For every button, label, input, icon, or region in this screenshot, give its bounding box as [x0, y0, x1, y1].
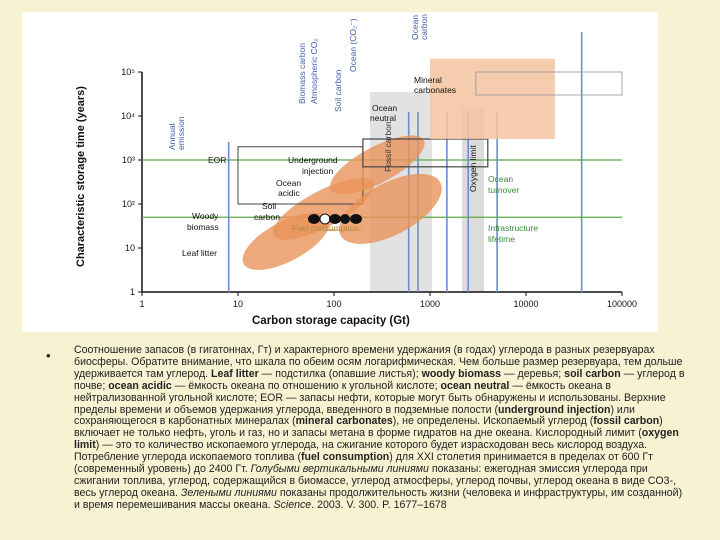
ocean-carbon-label-2: carbon	[419, 14, 429, 40]
infra-label-1: Infrastructure	[488, 223, 539, 233]
x-axis-label: Carbon storage capacity (Gt)	[252, 315, 410, 327]
atmos-label: Atmospheric CO₂	[309, 38, 319, 104]
x-tick-label: 10	[232, 299, 244, 309]
biomass-label: Biomass carbon	[297, 43, 307, 104]
infra-label-2: lifetime	[488, 234, 515, 244]
leaf-litter-label: Leaf litter	[182, 248, 217, 258]
ocean-carbon-label-1: Ocean	[410, 14, 420, 40]
fossil-v-label: Fossil carbon	[383, 121, 393, 172]
acidic-label-2: acidic	[278, 188, 300, 198]
neutral-label-1: Ocean	[372, 103, 398, 113]
y-axis-label: Characteristic storage time (years)	[75, 86, 87, 267]
eor-label: EOR	[208, 155, 227, 165]
ug-label-1: Underground	[288, 155, 338, 165]
woody-label-1: Woody	[192, 211, 219, 221]
x-tick-label: 100000	[606, 299, 638, 309]
y-tick-label: 10²	[121, 199, 135, 209]
y-tick-label: 10	[124, 243, 135, 253]
ocean-turnover-label-1: Ocean	[488, 174, 514, 184]
y-tick-label: 1	[129, 287, 135, 297]
y-tick-label: 10⁵	[121, 67, 135, 77]
carbon-storage-chart	[22, 12, 658, 332]
ocean-turnover-label-2: turnover	[488, 185, 520, 195]
figure-caption: Соотношение запасов (в гигатоннах, Гт) и характерного времени удержания (в годах) углерода в разных резервуарах биосферы. Обратите внимание, что шкала по обеим осям логарифмическая. Чем больше размер резервуара, тем дольше удерживается там углерод. Leaf litter — подстилка (опавшие листья); woody biomass — деревья; soil carbon — углерод в почве; ocean acidic — ёмкость океана по отношению к угольной кислоте; ocean neutral — ёмкость океана в нейтрализованной угольной кислоте; EOR — запасы нефти, которые могут быть обнаружены и использованы. Верхние пределы времени и объемов удержания углерода, введенного в подземные полости (underground injection) или сохраняющегося в карбонатных минералах (mineral carbonates), не определены. Ископаемый углерод (fossil carbon) включает не только нефть, уголь и газ, но и запасы метана в форме гидратов на дне океана. Кислородный лимит (oxygen limit) — это то количество ископаемого углерода, на сжигание которого будет израсходован весь кислород воздуха. Потребление углерода ископаемого топлива (fuel consumption) для XXI столетия принимается в пределах от 600 Гт (современный уровень) до 2400 Гт. Голубыми вертикальными линиями показаны: ежегодная эмиссия углерода при сжигании топлива, углерод, содержащийся в биомассе, углерод атмосферы, углерод почвы, углерод океана в виде CO3-, весь углерод океана. Зелеными линиями показаны продолжительность жизни (человека и инфраструктуры, им созданной) и время перемешивания массы океана. Science. 2003. V. 300. P. 1677–1678	[74, 344, 685, 511]
mineral-label-2: carbonates	[414, 85, 457, 95]
chart-svg	[22, 12, 658, 332]
mineral-label-1: Mineral	[414, 75, 442, 85]
x-tick-label: 1	[139, 299, 145, 309]
y-tick-label: 10³	[121, 155, 135, 165]
soil-label-2: carbon	[254, 212, 280, 222]
x-tick-label: 10000	[513, 299, 539, 309]
oxygen-label: Oxygen limit	[468, 145, 478, 192]
acidic-label-1: Ocean	[276, 178, 302, 188]
soil-v-label: Soil carbon	[333, 69, 343, 112]
x-tick-label: 1000	[419, 299, 441, 309]
bullet-marker: •	[46, 348, 51, 363]
fuel-label: Fuel consumption	[292, 223, 360, 233]
region-ocean-neutral	[430, 59, 555, 139]
annual-label-2: emission	[176, 116, 186, 150]
ug-label-2: injection	[302, 166, 334, 176]
y-tick-label: 10⁴	[121, 111, 135, 121]
neutral-label-2: neutral	[370, 113, 396, 123]
ocean-v-label: Ocean (CO₂⁻)	[348, 18, 358, 72]
soil-label-1: Soil	[262, 201, 277, 211]
woody-label-2: biomass	[187, 222, 219, 232]
annual-label-1: Annual	[167, 123, 177, 150]
x-tick-label: 100	[326, 299, 342, 309]
